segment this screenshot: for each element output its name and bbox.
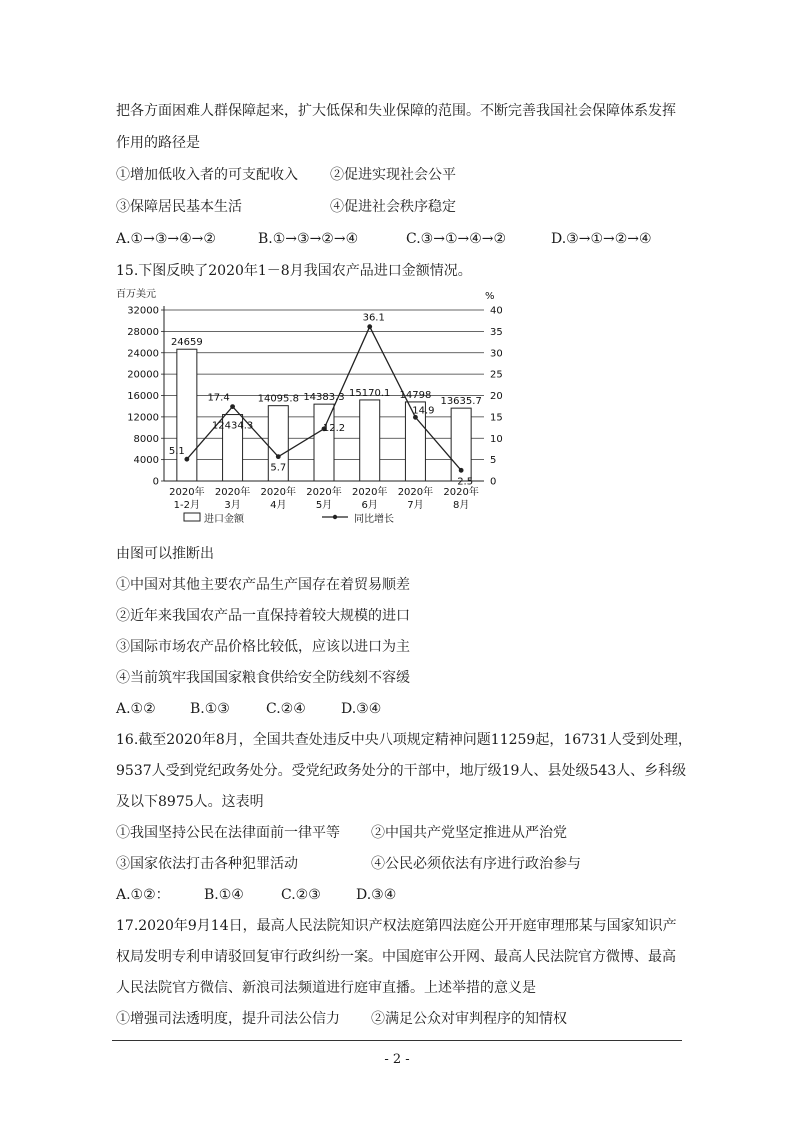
x-axis-categories: [169, 485, 479, 511]
x-category-year: 2020年: [397, 487, 434, 498]
left-tick-label: 8000: [133, 433, 159, 445]
q14-line1: 把各方面困难人群保障起来，扩大低保和失业保障的范围。不断完善我国社会保障体系发挥: [116, 103, 676, 119]
footer-rule: [112, 1040, 682, 1041]
legend-bar-label: 进口金额: [204, 514, 244, 525]
left-axis-unit: 百万美元: [116, 289, 156, 300]
x-category-month: 8月: [452, 500, 470, 511]
growth-point: [367, 324, 372, 329]
q16-statement-4: ④公民必须依法有序进行政治参与: [371, 856, 581, 872]
left-tick-label: 20000: [127, 369, 159, 381]
bar-value-label: 14095.8: [257, 393, 299, 405]
q14-statement-1: ①增加低收入者的可支配收入: [116, 167, 298, 183]
bar-value-label: 12434.3: [211, 420, 254, 432]
left-tick-label: 24000: [127, 348, 159, 360]
x-category-year: 2020年: [351, 487, 388, 498]
growth-value-label: 12.2: [322, 422, 346, 434]
growth-value-label: 36.1: [362, 312, 385, 324]
x-category-year: 2020年: [214, 487, 251, 498]
q16-line1: 16.截至2020年8月，全国共查处违反中央八项规定精神问题11259起，16731人受到处理，: [116, 732, 692, 748]
q15-option-d: D.③④: [341, 701, 382, 717]
legend-line-label: 同比增长: [354, 514, 394, 525]
q14-statement-3: ③保障居民基本生活: [116, 199, 242, 215]
bar-value-label: 24659: [170, 337, 203, 349]
right-tick-label: 10: [490, 433, 503, 445]
q15-option-a: A.①②: [116, 701, 156, 717]
growth-point: [276, 454, 281, 459]
x-category-month: 3月: [224, 500, 241, 511]
right-tick-label: 20: [490, 391, 503, 402]
growth-value-label: 17.4: [207, 392, 230, 404]
right-axis-unit: %: [485, 291, 495, 302]
left-tick-label: 32000: [127, 305, 159, 317]
growth-value-label: 5.1: [168, 446, 185, 458]
page-number: - 2 -: [384, 1052, 410, 1067]
q17-statement-1: ①增强司法透明度，提升司法公信力: [116, 1011, 340, 1027]
bar-value-label: 14798: [399, 389, 432, 401]
q16-statement-2: ②中国共产党坚定推进从严治党: [371, 825, 567, 841]
growth-point: [459, 468, 464, 473]
x-category-year: 2020年: [260, 487, 297, 498]
growth-value-label: 14.9: [412, 405, 435, 417]
q14-line2: 作用的路径是: [116, 135, 200, 151]
left-tick-label: 16000: [127, 391, 159, 402]
right-tick-label: 25: [490, 369, 503, 381]
q17-line1: 17.2020年9月14日，最高人民法院知识产权法庭第四法庭公开开庭审理邢某与国家知识产: [116, 918, 677, 934]
growth-value-label: 5.7: [270, 462, 287, 474]
x-category-year: 2020年: [169, 487, 205, 498]
q15-option-b: B.①③: [190, 701, 230, 717]
q14-option-a: A.①→③→④→②: [116, 231, 216, 247]
q17-line2: 权局发明专利申请驳回复审行政纠纷一案。中国庭审公开网、最高人民法院官方微博、最高: [116, 949, 676, 965]
right-tick-label: 15: [490, 412, 503, 424]
bar-value-label: 15170.1: [349, 387, 391, 399]
q15-statement-4: ④当前筑牢我国国家粮食供给安全防线刻不容缓: [116, 670, 410, 686]
growth-point: [230, 404, 235, 409]
q16-line3: 及以下8975人。这表明: [116, 794, 264, 810]
import-bar: [360, 400, 380, 481]
legend: [184, 512, 394, 525]
x-category-month: 7月: [407, 500, 424, 511]
q15-statement-1: ①中国对其他主要农产品生产国存在着贸易顺差: [116, 577, 410, 593]
x-category-month: 1-2月: [173, 500, 201, 511]
q14-option-b: B.①→③→②→④: [258, 231, 359, 247]
growth-value-label: 2.5: [457, 476, 474, 488]
q17-line3: 人民法院官方微信、新浪司法频道进行庭审直播。上述举措的意义是: [116, 980, 536, 996]
x-category-year: 2020年: [306, 487, 342, 498]
left-tick-label: 12000: [127, 412, 159, 424]
right-tick-label: 5: [490, 455, 497, 467]
bar-value-label: 13635.7: [440, 396, 482, 408]
right-tick-label: 35: [490, 326, 503, 338]
legend-bar-swatch: [184, 513, 200, 521]
legend-line-marker: [333, 515, 337, 519]
q14-option-c: C.③→①→④→②: [406, 231, 507, 247]
left-tick-label: 28000: [127, 326, 159, 338]
q14-statement-4: ④促进社会秩序稳定: [330, 199, 456, 215]
growth-point: [184, 457, 189, 462]
q16-option-a: A.①②：: [116, 887, 170, 903]
import-bar: [314, 404, 334, 481]
q15-statement-2: ②近年来我国农产品一直保持着较大规模的进口: [116, 608, 410, 624]
bar-value-label: 14383.3: [303, 392, 345, 404]
right-tick-label: 30: [490, 348, 503, 360]
q15-stem: 15.下图反映了2020年1－8月我国农产品进口金额情况。: [116, 263, 472, 279]
x-category-month: 4月: [270, 500, 287, 511]
right-tick-label: 0: [490, 476, 497, 488]
q16-option-c: C.②③: [281, 887, 321, 903]
q16-option-d: D.③④: [356, 887, 397, 903]
x-category-month: 5月: [315, 500, 333, 511]
x-category-year: 2020年: [443, 487, 479, 498]
q14-statement-2: ②促进实现社会公平: [330, 167, 456, 183]
q15-statement-3: ③国际市场农产品价格比较低，应该以进口为主: [116, 639, 410, 655]
q15-infer: 由图可以推断出: [116, 546, 214, 562]
x-category-month: 6月: [361, 500, 378, 511]
left-tick-label: 0: [152, 476, 159, 488]
q17-statement-2: ②满足公众对审判程序的知情权: [371, 1011, 567, 1027]
q16-line2: 9537人受到党纪政务处分。受党纪政务处分的干部中，地厅级19人、县处级543人、乡科级: [116, 763, 687, 779]
left-tick-label: 4000: [133, 455, 159, 467]
q16-statement-3: ③国家依法打击各种犯罪活动: [116, 856, 298, 872]
q16-option-b: B.①④: [204, 887, 244, 903]
q14-option-d: D.③→①→②→④: [551, 231, 652, 247]
right-tick-label: 40: [490, 305, 503, 317]
q16-statement-1: ①我国坚持公民在法律面前一律平等: [116, 825, 340, 841]
q15-option-c: C.②④: [266, 701, 306, 717]
import-chart: [116, 285, 516, 530]
